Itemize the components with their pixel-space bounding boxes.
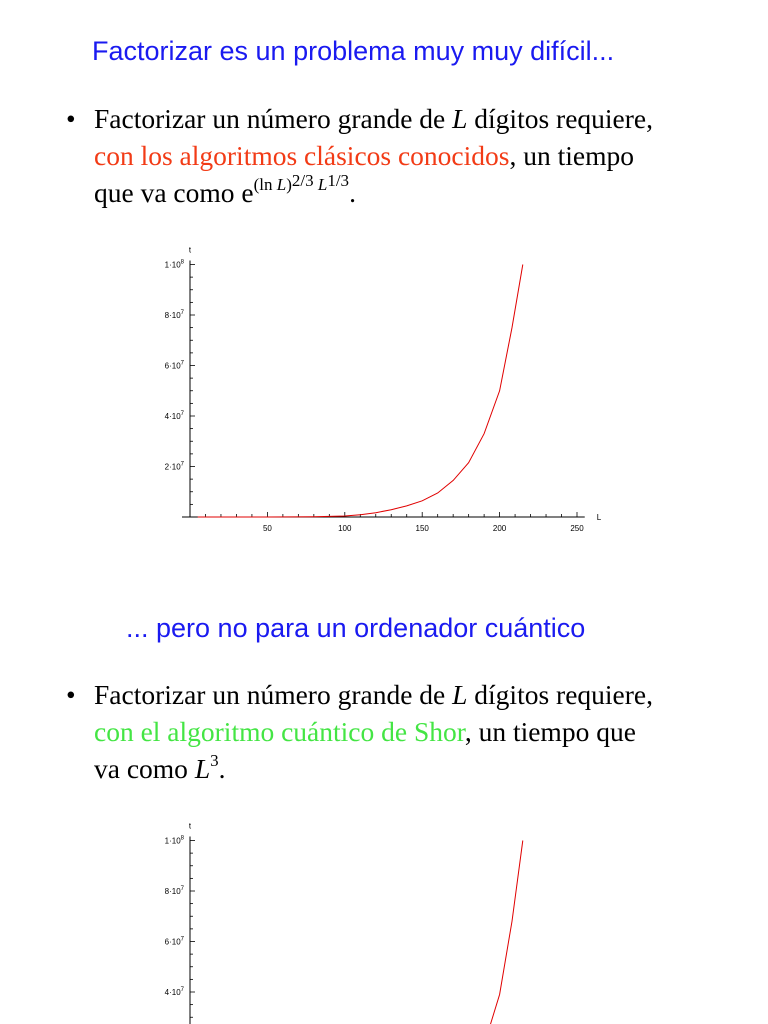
bullet-classical-line3: que va como $e^{(ln L)2/3 L1/3}$. (94, 171, 356, 208)
y-tick-label: $1\cdot 10^8$ (164, 259, 184, 270)
heading-quantum: ... pero no para un ordenador cuántico (126, 613, 586, 643)
x-tick-label: 200 (492, 524, 507, 533)
x-tick-label: 150 (415, 524, 429, 533)
y-axis-label: t (188, 245, 192, 255)
y-axis-label: t (188, 821, 192, 831)
bullet-quantum (66, 676, 734, 787)
complexity-exponent: (ln L)2/3 L1/3 (253, 171, 350, 194)
y-tick-label: $8\cdot 10^7$ (164, 310, 184, 320)
y-tick-label: $1\cdot 10^8$ (164, 835, 184, 846)
shor-algorithm-phrase: con el algoritmo cuántico de Shor (94, 716, 465, 747)
y-tick-label: $4\cdot 10^7$ (164, 987, 184, 997)
bullet-quantum-line3: va como $L^3$. (94, 751, 226, 784)
bullet-classical (66, 100, 734, 211)
bullet-dot: • (66, 103, 76, 134)
bullet-classical-line2: con los algoritmos clásicos conocidos, un tiempo (94, 140, 634, 171)
bullet-quantum-line2: con el algoritmo cuántico de Shor, un tiempo que (94, 716, 636, 747)
series-line (198, 265, 523, 518)
heading-classical: Factorizar es un problema muy muy difícil... (92, 36, 615, 66)
x-tick-label: 250 (570, 524, 584, 533)
classical-time-chart (0, 240, 768, 540)
quantum-time-chart (0, 814, 768, 1024)
x-axis-label: L (596, 513, 602, 522)
classical-algorithms-phrase: con los algoritmos clásicos conocidos (94, 140, 510, 171)
x-tick-label: 50 (262, 524, 272, 533)
y-tick-label: $8\cdot 10^7$ (164, 886, 184, 896)
series-line (459, 841, 522, 1024)
bullet-quantum-line1: Factorizar un número grande de L dígitos requiere, (94, 679, 653, 710)
x-tick-label: 100 (338, 524, 352, 533)
y-tick-label: $6\cdot 10^7$ (164, 360, 184, 371)
y-tick-label: $2\cdot 10^7$ (164, 461, 184, 472)
y-tick-label: $6\cdot 10^7$ (164, 936, 184, 947)
bullet-classical-line1: Factorizar un número grande de L dígitos requiere, (94, 103, 653, 134)
bullet-dot: • (66, 679, 76, 710)
y-tick-label: $4\cdot 10^7$ (164, 411, 184, 421)
